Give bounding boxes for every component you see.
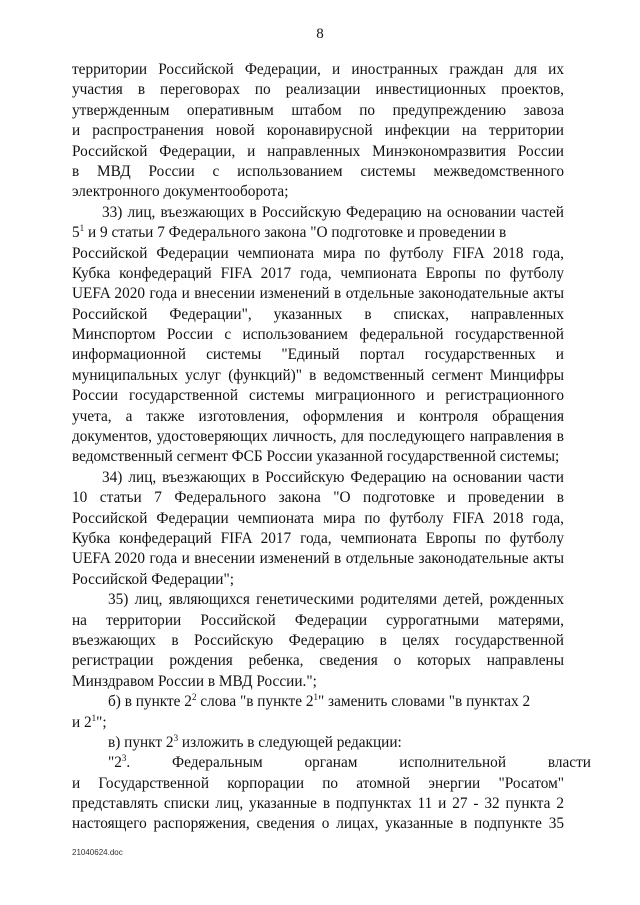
text-line: регистрации рождения ребенка, сведения о которых направлены bbox=[72, 652, 564, 670]
text-line: на территории Российской Федерации суррогатными матерями, bbox=[72, 611, 564, 629]
text-line: Российской Федерации чемпионата мира по футболу FIFA 2018 года, bbox=[72, 244, 564, 262]
text-line bbox=[72, 692, 564, 712]
text-line: учета, а также изготовления, оформления и контроля обращения bbox=[72, 407, 564, 425]
document-body bbox=[72, 60, 591, 835]
text-fragment: . Федеральным органам исполнительной власти bbox=[126, 754, 591, 772]
text-line: и Государственной корпорации по атомной энергии "Росатом" bbox=[72, 774, 564, 792]
text-line: въезжающих в Российскую Федерацию в целях государственной bbox=[72, 631, 564, 649]
text-line: ведомственный сегмент ФСБ России указанной государственной системы; bbox=[72, 448, 560, 466]
text-line: Российской Федерации, и направленных Минэкономразвития России bbox=[72, 142, 564, 160]
text-line: утвержденным оперативным штабом по предупреждению завоза bbox=[72, 101, 564, 119]
text-line: муниципальных услуг (функций)" в ведомственный сегмент Минцифры bbox=[72, 366, 564, 384]
text-line bbox=[72, 223, 564, 243]
text-line: и распространения новой коронавирусной инфекции на территории bbox=[72, 122, 564, 140]
text-line: Минздравом России в МВД России."; bbox=[72, 672, 317, 690]
text-line: в МВД России с использованием системы межведомственного bbox=[72, 162, 564, 180]
text-line: Минспортом России с использованием федеральной государственной bbox=[72, 326, 564, 344]
text-line bbox=[72, 733, 564, 753]
text-line: настоящего распоряжения, сведения о лицах, указанные в подпункте 35 bbox=[72, 815, 564, 833]
superscript: 1 bbox=[313, 692, 318, 703]
text-fragment: 5 bbox=[72, 224, 80, 242]
text-line: представлять списки лиц, указанные в подпунктах 11 и 27 - 32 пункта 2 bbox=[72, 795, 564, 813]
text-line: участия в переговорах по реализации инвестиционных проектов, bbox=[72, 81, 564, 99]
text-line: электронного документооборота; bbox=[72, 183, 289, 201]
text-line: UEFA 2020 года и внесении изменений в отдельные законодательные акты bbox=[72, 550, 564, 568]
text-line: Кубка конфедераций FIFA 2017 года, чемпионата Европы по футболу bbox=[72, 529, 564, 547]
text-fragment: и 9 статьи 7 Федерального закона "О подготовке и проведении в bbox=[84, 224, 507, 242]
text-line: 10 статьи 7 Федерального закона "О подготовке и проведении в bbox=[72, 489, 564, 507]
text-line: документов, удостоверяющих личность, для последующего направления в bbox=[72, 428, 564, 446]
superscript: 3 bbox=[121, 753, 127, 764]
text-fragment: "2 bbox=[108, 754, 122, 772]
text-fragment: и 2 bbox=[72, 713, 92, 731]
text-line: 35) лиц, являющихся генетическими родителями детей, рожденных bbox=[108, 591, 564, 609]
text-line: Кубка конфедераций FIFA 2017 года, чемпионата Европы по футболу bbox=[72, 264, 564, 282]
text-fragment: "; bbox=[96, 713, 107, 731]
text-line: территории Российской Федерации, и иностранных граждан для их bbox=[72, 61, 564, 78]
text-line: 34) лиц, въезжающих в Российскую Федерацию на основании части bbox=[102, 468, 564, 486]
text-line bbox=[72, 713, 564, 733]
text-line bbox=[72, 753, 591, 773]
superscript: 1 bbox=[91, 712, 97, 723]
document-file-code: 21040624.doc bbox=[72, 848, 123, 857]
text-fragment: в) пункт 2 bbox=[108, 733, 174, 751]
text-line: UEFA 2020 года и внесении изменений в отдельные законодательные акты bbox=[72, 285, 564, 303]
text-line: Российской Федерации", указанных в списках, направленных bbox=[72, 305, 564, 323]
text-line: Российской Федерации чемпионата мира по футболу FIFA 2018 года, bbox=[72, 509, 564, 527]
text-line: 33) лиц, въезжающих в Российскую Федерацию на основании частей bbox=[102, 203, 564, 221]
text-fragment: б) в пункте 2 bbox=[108, 693, 192, 711]
superscript: 3 bbox=[173, 732, 179, 743]
text-line: информационной системы "Единый портал государственных и bbox=[72, 346, 564, 364]
page-number: 8 bbox=[316, 26, 324, 42]
superscript: 1 bbox=[79, 223, 85, 234]
text-fragment: " заменить словами "в пунктах 2 bbox=[317, 693, 531, 711]
text-fragment: изложить в следующей редакции: bbox=[178, 733, 402, 751]
text-line: России государственной системы миграционного и регистрационного bbox=[72, 387, 564, 405]
superscript: 2 bbox=[191, 692, 197, 703]
text-fragment: слова "в пункте 2 bbox=[196, 693, 314, 711]
text-line: Российской Федерации"; bbox=[72, 570, 234, 588]
